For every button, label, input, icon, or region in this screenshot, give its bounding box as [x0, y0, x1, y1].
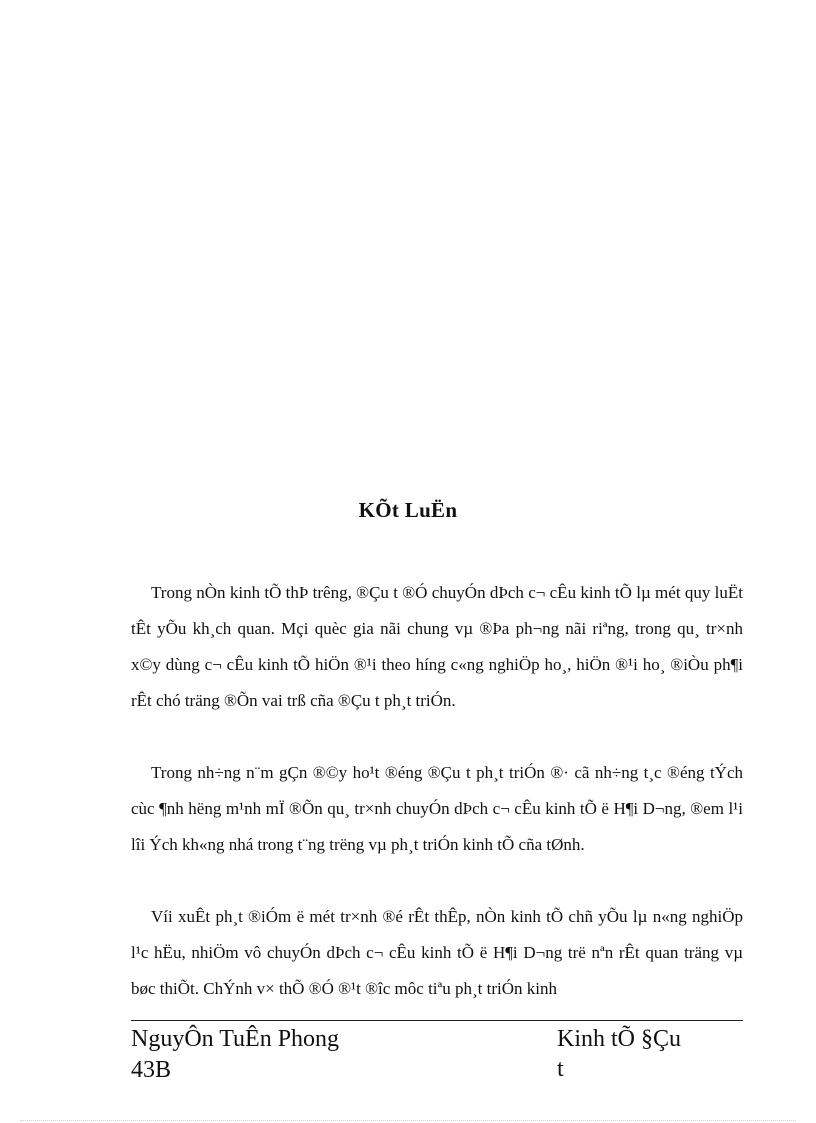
page-bottom-border — [20, 1120, 796, 1121]
footer-divider — [131, 1020, 743, 1021]
footer-author: NguyÔn TuÊn Phong — [131, 1026, 340, 1052]
footer-class: 43B — [131, 1057, 172, 1083]
paragraph-1: Trong nÒn kinh tÕ thÞ trêng, ®Çu t ®Ó chuyÓn dÞch c¬ cÊu kinh tÕ lµ mét quy luËt tÊt yÕu kh¸ch quan. Mçi quèc gia nãi chung vµ ®Þa ph¬ng nãi riªng, trong qu¸ tr×nh x©y dùng c¬ cÊu kinh tÕ hiÖn ®¹i theo híng c«ng nghiÖp ho¸, hiÖn ®¹i ho¸ ®iÒu ph¶i rÊt chó träng ®Õn vai trß cña ®Çu t ph¸t triÓn. — [131, 583, 743, 710]
footer-department: Kinh tÕ §Çu t — [557, 1026, 682, 1082]
paragraph-3: Víi xuÊt ph¸t ®iÓm ë mét tr×nh ®é rÊt thÊp, nÒn kinh tÕ chñ yÕu lµ n«ng nghiÖp l¹c hËu, nhiÖm vô chuyÓn dÞch c¬ cÊu kinh tÕ ë H¶i D¬ng trë nªn rÊt quan träng vµ bøc thiÕt. ChÝnh v× thÕ ®Ó ®¹t ®îc môc tiªu ph¸t triÓn kinh — [131, 907, 743, 998]
paragraph-2: Trong nh÷ng n¨m gÇn ®©y ho¹t ®éng ®Çu t ph¸t triÓn ®· cã nh÷ng t¸c ®éng tÝch cùc ¶nh hëng m¹nh mÏ ®Õn qu¸ tr×nh chuyÓn dÞch c¬ cÊu kinh tÕ ë H¶i D¬ng, ®em l¹i lîi Ých kh«ng nhá trong t¨ng trëng vµ ph¸t triÓn kinh tÕ cña tØnh. — [131, 763, 743, 854]
page-title: KÕt LuËn — [358, 498, 458, 522]
